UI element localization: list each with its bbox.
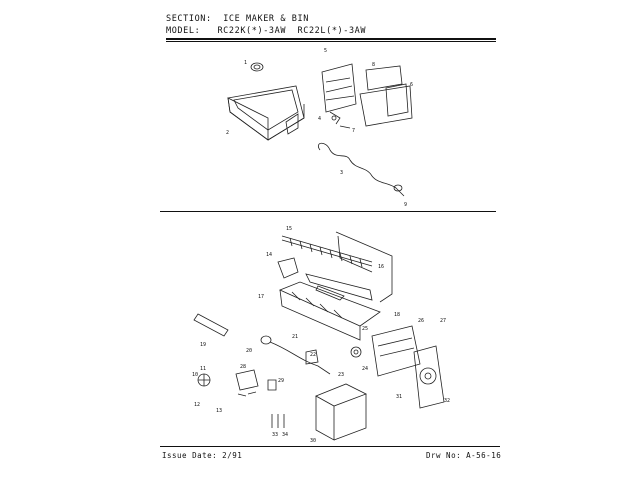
chute-screws bbox=[332, 116, 350, 128]
callout-6: 6 bbox=[410, 82, 414, 88]
model-value: RC22K(*)-3AW RC22L(*)-3AW bbox=[217, 26, 367, 36]
callout-14: 14 bbox=[266, 252, 273, 258]
model-label: MODEL: bbox=[166, 26, 201, 36]
switch-block bbox=[198, 374, 210, 386]
section-label: SECTION: bbox=[166, 14, 212, 24]
callout-23: 23 bbox=[338, 372, 345, 378]
chute-cover bbox=[360, 66, 412, 126]
issue-date: Issue Date: 2/91 bbox=[162, 451, 243, 460]
cover bbox=[316, 384, 366, 440]
callout-5: 5 bbox=[324, 48, 328, 54]
callout-18: 18 bbox=[394, 312, 401, 318]
callout-15: 15 bbox=[286, 226, 293, 232]
shutoff-arm bbox=[194, 314, 228, 336]
callout-8: 8 bbox=[372, 62, 376, 68]
callout-28: 28 bbox=[240, 364, 247, 370]
callout-29: 29 bbox=[278, 378, 285, 384]
callout-17: 17 bbox=[258, 294, 265, 300]
callout-26: 26 bbox=[418, 318, 425, 324]
callout-1: 1 bbox=[244, 60, 248, 66]
callout-13: 13 bbox=[216, 408, 223, 414]
callout-30: 30 bbox=[310, 438, 317, 444]
callout-25: 25 bbox=[362, 326, 369, 332]
callout-31: 31 bbox=[396, 394, 403, 400]
bin-cap bbox=[251, 63, 263, 71]
callout-12: 12 bbox=[194, 402, 201, 408]
ice-bin bbox=[228, 86, 304, 140]
callout-32: 32 bbox=[444, 398, 451, 404]
callout-27: 27 bbox=[440, 318, 447, 324]
callout-2: 2 bbox=[226, 130, 230, 136]
callout-3: 3 bbox=[340, 170, 344, 176]
callout-22: 22 bbox=[310, 352, 317, 358]
drawing-number: Drw No: A-56-16 bbox=[426, 451, 502, 460]
timing-switch bbox=[236, 370, 258, 396]
callout-9: 9 bbox=[404, 202, 408, 208]
callout-11: 11 bbox=[200, 366, 207, 372]
plug-connector bbox=[268, 380, 276, 390]
callout-19: 19 bbox=[200, 342, 207, 348]
motor-gear bbox=[351, 347, 361, 357]
callout-7: 7 bbox=[352, 128, 356, 134]
fill-cup bbox=[278, 258, 298, 278]
callout-33: 33 bbox=[272, 432, 279, 438]
heater-wire bbox=[318, 143, 404, 196]
callout-20: 20 bbox=[246, 348, 253, 354]
control-housing bbox=[372, 326, 444, 408]
thermostat-harness bbox=[261, 336, 330, 374]
mounting-screws bbox=[272, 414, 284, 428]
callout-4: 4 bbox=[318, 116, 322, 122]
callout-16: 16 bbox=[378, 264, 385, 270]
callout-34: 34 bbox=[282, 432, 289, 438]
callout-21: 21 bbox=[292, 334, 299, 340]
callout-24: 24 bbox=[362, 366, 369, 372]
callout-10: 10 bbox=[192, 372, 199, 378]
chute-assembly bbox=[322, 64, 356, 124]
section-value: ICE MAKER & BIN bbox=[223, 14, 309, 24]
